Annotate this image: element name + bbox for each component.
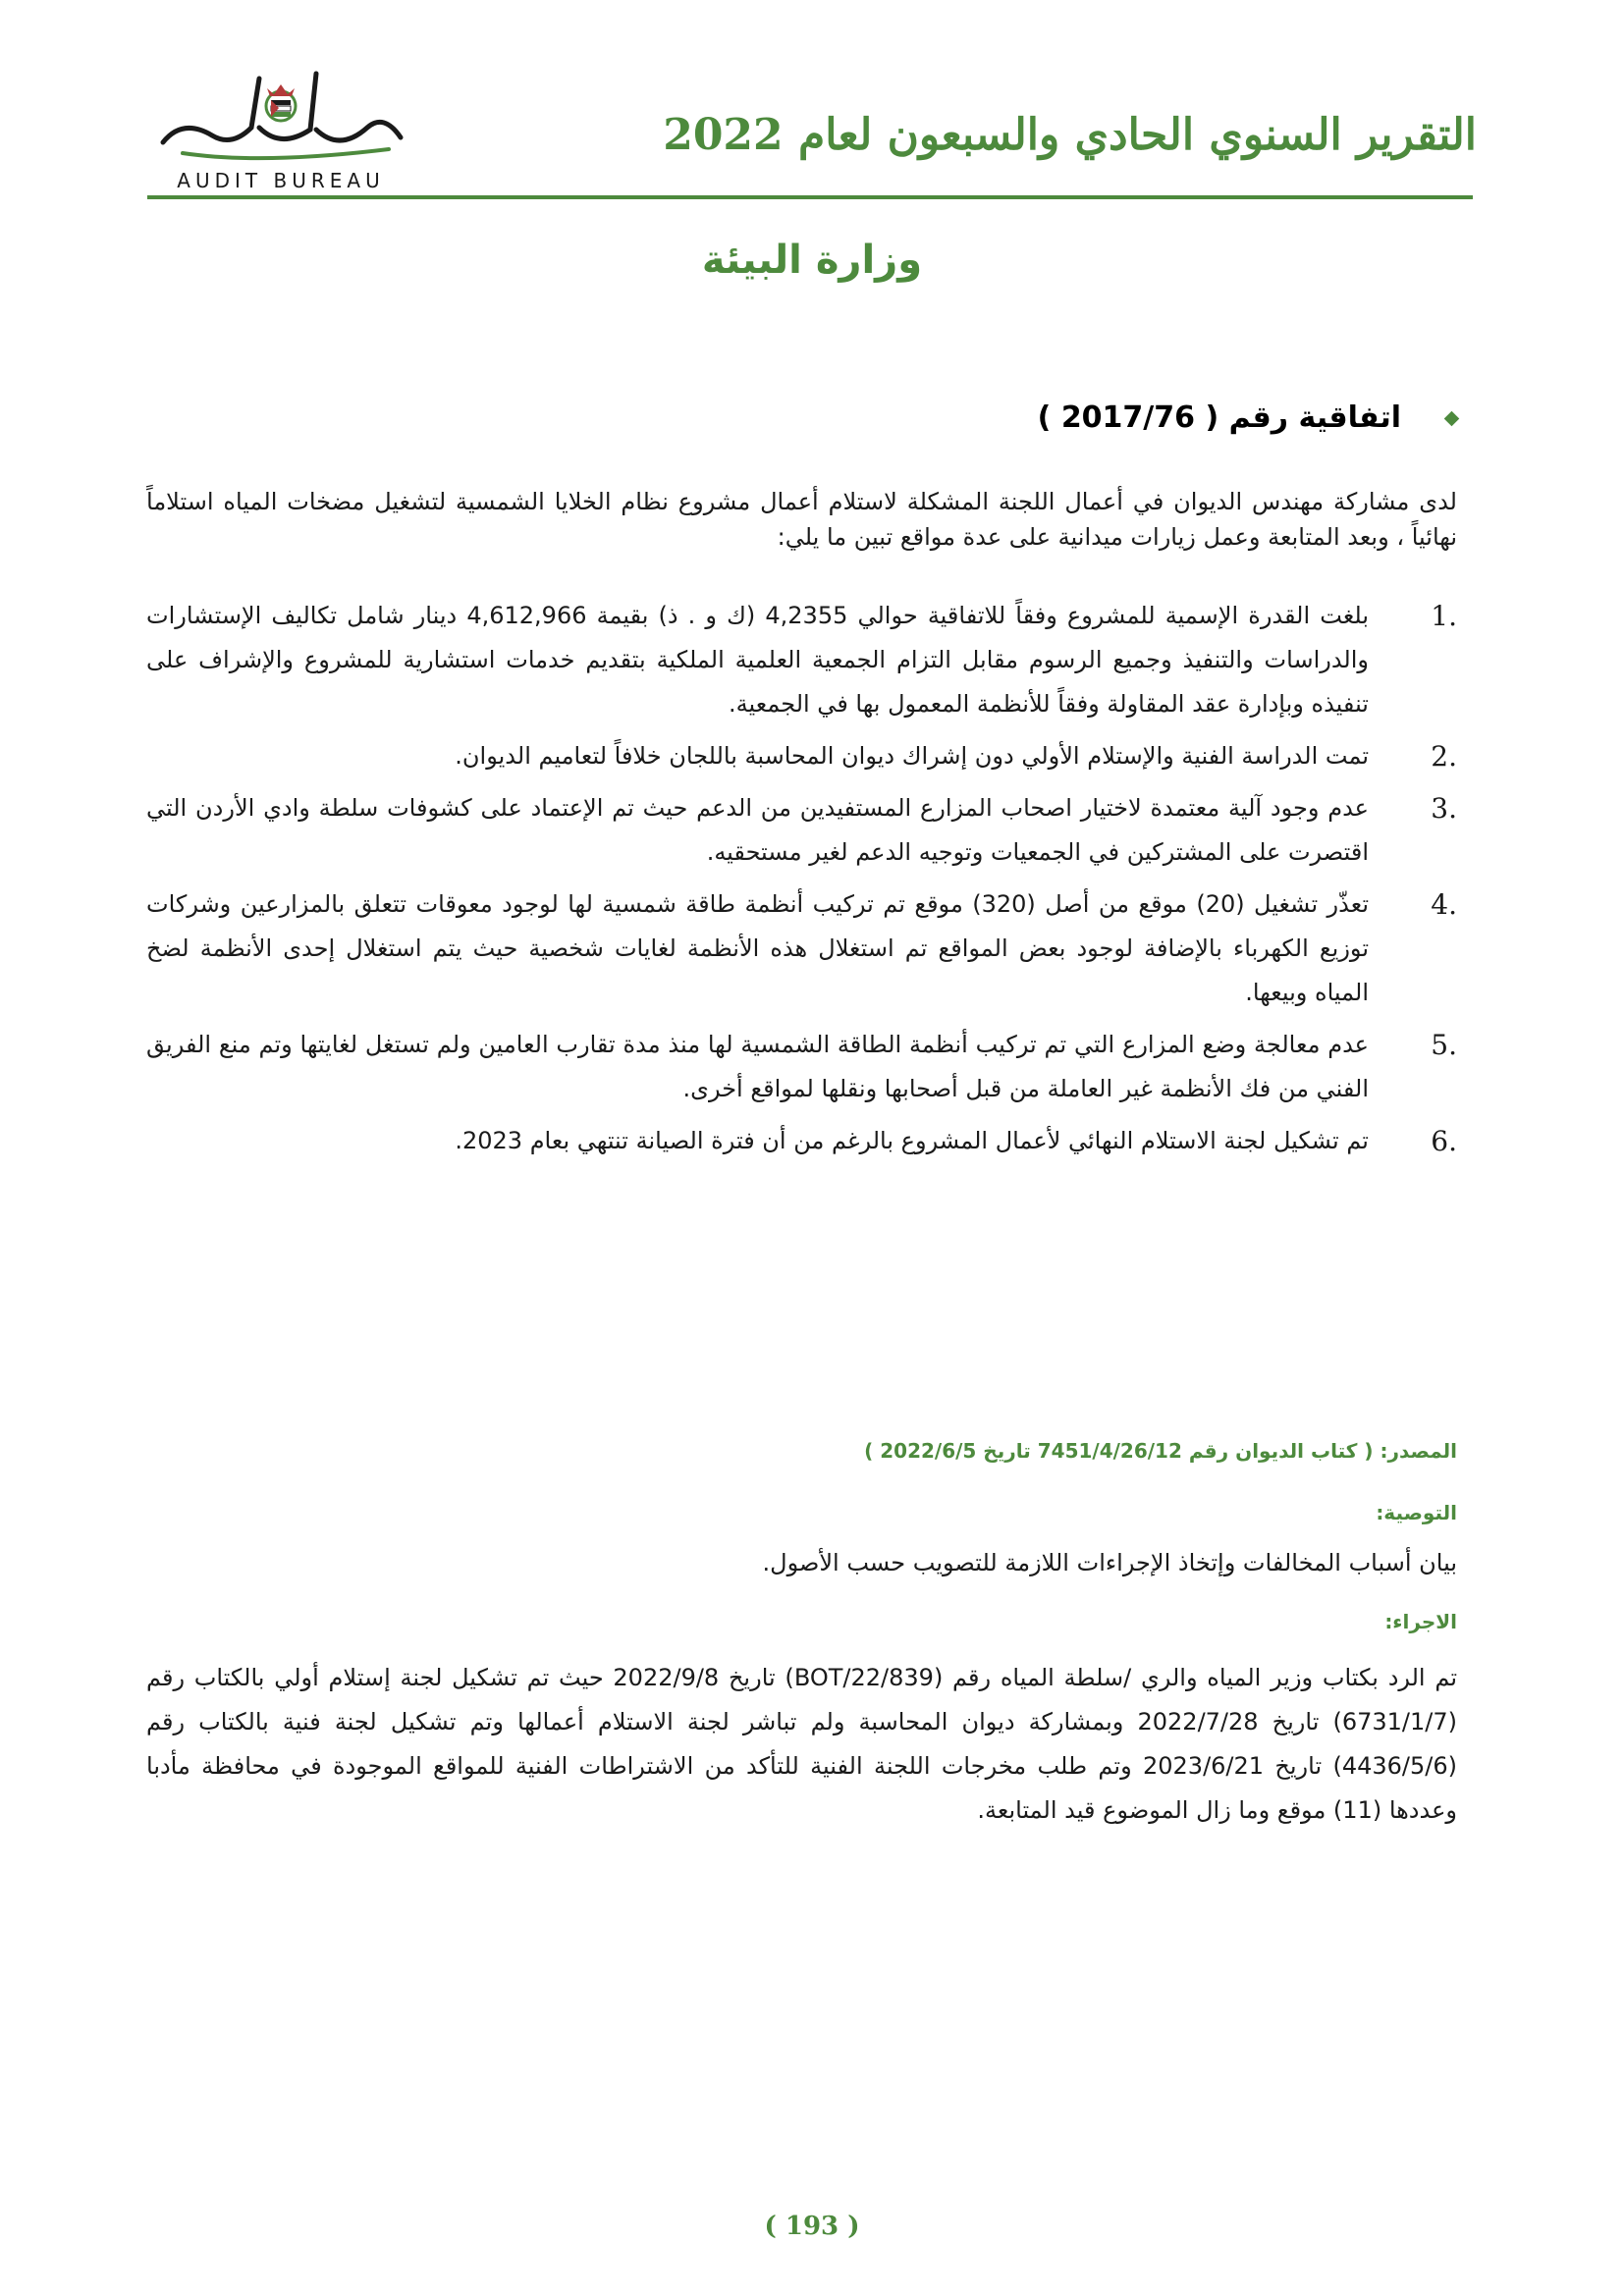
list-item-number: 2. (1431, 740, 1457, 773)
list-item-text: تم تشكيل لجنة الاستلام النهائي لأعمال المشروع بالرغم من أن فترة الصيانة تنتهي بعام 2023. (455, 1127, 1369, 1154)
recommendation-text: بيان أسباب المخالفات وإتخاذ الإجراءات اللازمة للتصويب حسب الأصول. (762, 1549, 1457, 1576)
list-item (146, 734, 1457, 778)
header-divider (147, 195, 1473, 199)
list-item (146, 594, 1457, 726)
list-item-text: تعذّر تشغيل (20) موقع من أصل (320) موقع تم تركيب أنظمة طاقة شمسية لها لوجود معوقات تتعلق بالمزارعين وشركات توزيع الكهرباء بالإضافة لوجود بعض المواقع تم استغلال هذه الأنظمة لغايات شخصية حيث يتم استغلال إحدى الأنظمة لضخ المياه وبيعها. (146, 890, 1369, 1006)
page-number: ( 193 ) (764, 2212, 860, 2241)
list-item-number: 4. (1431, 888, 1457, 921)
report-title: التقرير السنوي الحادي والسبعون لعام 2022 (663, 110, 1477, 160)
list-item-text: عدم وجود آلية معتمدة لاختيار اصحاب المزارع المستفيدين من الدعم حيث تم الإعتماد على كشوفات سلطة وادي الأردن التي اقتصرت على المشتركين في الجمعيات وتوجيه الدعم لغير مستحقيه. (146, 794, 1369, 866)
action-text: تم الرد بكتاب وزير المياه والري /سلطة المياه رقم (BOT/22/839) تاريخ 2022/9/8 حيث تم تشكيل لجنة إستلام أولي بالكتاب رقم (6731/1/7) تاريخ 2022/7/28 وبمشاركة ديوان المحاسبة ولم تباشر لجنة الاستلام أعمالها وتم تشكيل لجنة فنية بالكتاب رقم (4436/5/6) تاريخ 2023/6/21 وتم طلب مخرجات اللجنة الفنية للتأكد من الاشتراطات الفنية للمواقع الموجودة في محافظة مأدبا وعددها (11) موقع وما زال الموضوع قيد المتابعة. (146, 1664, 1458, 1824)
list-item-text: عدم معالجة وضع المزارع التي تم تركيب أنظمة الطاقة الشمسية لها منذ مدة تقارب العامين ولم تستغل لغايتها وتم منع الفريق الفني من فك الأنظمة غير العاملة من قبل أصحابها ونقلها لمواقع أخرى. (146, 1031, 1369, 1102)
agreement-heading-text: اتفاقية رقم ( 2017/76 ) (1037, 400, 1401, 435)
list-item-number: 5. (1431, 1029, 1457, 1061)
list-item-text: تمت الدراسة الفنية والإستلام الأولي دون إشراك ديوان المحاسبة باللجان خلافاً لتعاميم الديوان. (455, 742, 1369, 770)
findings-list (146, 594, 1457, 1171)
audit-bureau-logo-icon (143, 59, 418, 167)
ministry-title: وزارة البيئة (701, 238, 923, 283)
list-item (146, 786, 1457, 875)
recommendation-label: التوصية: (1376, 1501, 1457, 1524)
logo-subtitle: AUDIT BUREAU (177, 169, 385, 192)
list-item-text: بلغت القدرة الإسمية للمشروع وفقاً للاتفاقية حوالي 4,2355 (ك و . ذ) بقيمة 4,612,966 دينار شامل تكاليف الإستشارات والدراسات والتنفيذ وجميع الرسوم مقابل التزام الجمعية العلمية الملكية بتقديم خدمات استشارية للمشروع والإشراف على تنفيذه وبإدارة عقد المقاولة وفقاً للأنظمة المعمول بها في الجمعية. (146, 602, 1370, 718)
list-item-number: 3. (1431, 792, 1457, 825)
intro-paragraph: لدى مشاركة مهندس الديوان في أعمال اللجنة المشكلة لاستلام أعمال مشروع نظام الخلايا الشمسية لتشغيل مضخات المياه استلاماً نهائياً ، وبعد المتابعة وعمل زيارات ميدانية على عدة مواقع تبين ما يلي: (146, 488, 1457, 551)
source-note: المصدر: ( كتاب الديوان رقم 7451/4/26/12 تاريخ 2022/6/5 ) (864, 1439, 1457, 1463)
list-item (146, 882, 1457, 1015)
audit-bureau-logo (143, 59, 418, 196)
action-label: الاجراء: (1384, 1610, 1457, 1633)
agreement-heading (1038, 400, 1457, 435)
list-item-number: 6. (1431, 1125, 1457, 1157)
list-item (146, 1023, 1457, 1111)
list-item (146, 1119, 1457, 1163)
bullet-diamond-icon (1444, 411, 1460, 427)
list-item-number: 1. (1431, 600, 1457, 632)
